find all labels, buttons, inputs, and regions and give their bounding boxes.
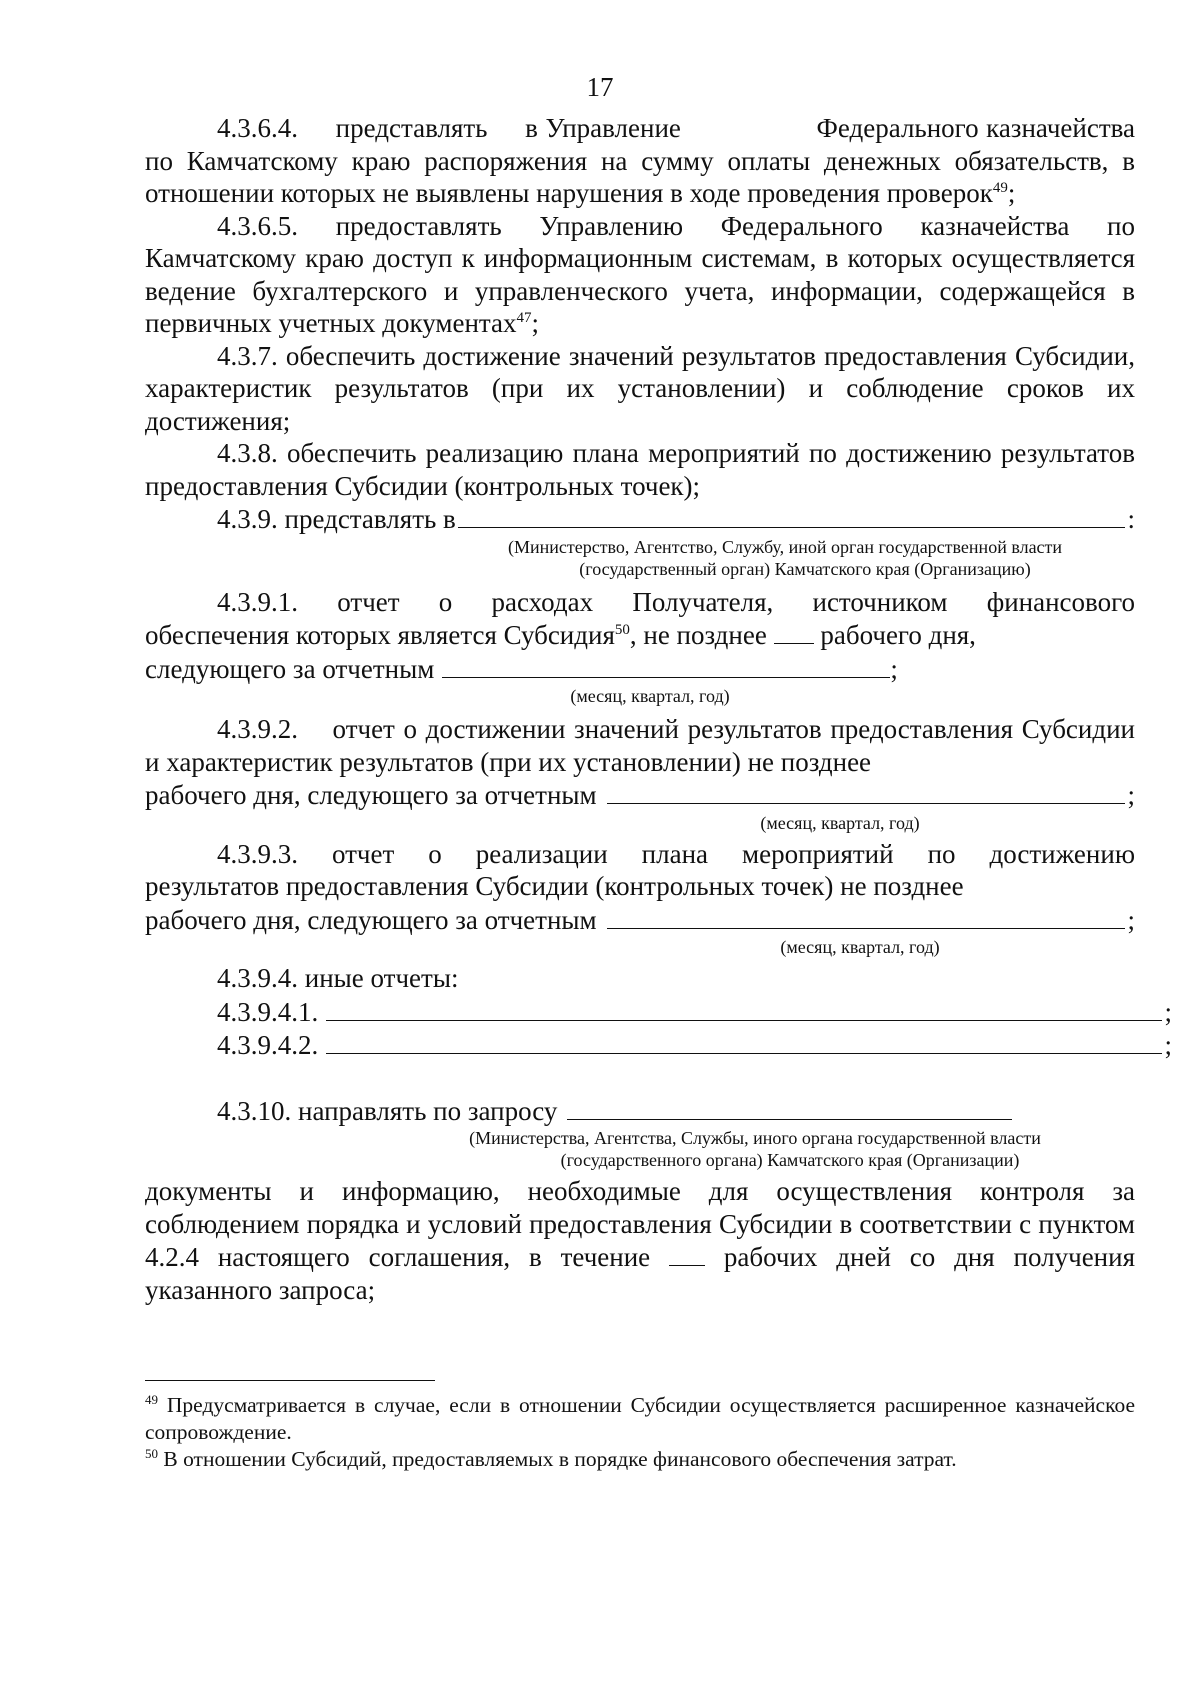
footnote-number: 50: [145, 1445, 158, 1461]
page-number: 17: [586, 72, 614, 102]
other-report-blank-field[interactable]: [326, 1028, 1162, 1054]
clause-4-3-7: 4.3.7. обеспечить достижение значений результатов предоставления Субсидии, характеристик результатов (при их установлении) и соблюдение сроков их достижения;: [145, 340, 1135, 436]
clause-text: 4.3.9.1. отчет о расходах Получателя, источником финансового обеспечения которых является Субсидия: [145, 586, 1142, 650]
clause-end: ;: [890, 653, 898, 684]
blank-caption: (месяц, квартал, год): [570, 686, 730, 706]
blank-caption: (государственного органа) Камчатского края (Организации): [560, 1150, 1020, 1170]
blank-caption: (Министерства, Агентства, Службы, иного органа государственной власти: [469, 1128, 1041, 1148]
blank-caption: (месяц, квартал, год): [760, 812, 920, 833]
clause-text: 4.3.6.4. представлять в Управление Федерального казначейства по Камчатскому краю распоряжения на сумму оплаты денежных обязательств, в отношении которых не выявлены нарушения в ходе проведения проверок: [145, 113, 1142, 208]
period-blank-field[interactable]: [607, 778, 1126, 804]
clause-4-3-9: [145, 502, 1135, 536]
days-blank-field[interactable]: [669, 1240, 705, 1266]
blank-caption: (Министерство, Агентство, Службу, иной орган государственной власти: [507, 536, 1063, 557]
days-blank-field[interactable]: [774, 618, 814, 644]
clause-text: рабочих дней со дня получения указанного запроса;: [145, 1242, 1136, 1305]
clause-4-3-10-body: [145, 1175, 1135, 1306]
clause-lead: рабочего дня, следующего за отчетным: [145, 904, 597, 935]
clause-4-3-6-4: [145, 112, 1142, 210]
footnote-text: В отношении Субсидий, предоставляемых в порядке финансового обеспечения затрат.: [158, 1447, 957, 1471]
clause-text: рабочего дня,: [820, 620, 976, 650]
document-body: [145, 112, 1172, 1306]
clause-end: :: [1127, 504, 1135, 534]
clause-end: ;: [1127, 904, 1135, 935]
other-report-blank-field[interactable]: [326, 995, 1162, 1021]
clause-lead: следующего за отчетным: [145, 653, 435, 684]
clause-end: ;: [1164, 996, 1172, 1027]
blank-caption: (месяц, квартал, год): [780, 937, 940, 957]
clause-text: 4.3.6.5. предоставлять Управлению Федерального казначейства по Камчатскому краю доступ к информационным системам, в которых осуществляется ведение бухгалтерского и управленческого учета, информации, содержащейся в первичных учетных документах: [145, 210, 1135, 338]
period-blank-field[interactable]: [442, 652, 890, 678]
clause-4-3-9-4: 4.3.9.4. иные отчеты:: [217, 963, 459, 993]
footnote-50: [145, 1446, 1135, 1473]
period-blank-field[interactable]: [607, 903, 1126, 929]
clause-4-3-9-2: 4.3.9.2. отчет о достижении значений результатов предоставления Субсидии и характеристик результатов (при их установлении) не позднее: [145, 714, 1142, 777]
clause-text: , не позднее: [629, 620, 767, 650]
clause-4-3-10: [145, 1094, 1135, 1128]
clause-4-3-8: 4.3.8. обеспечить реализацию плана мероприятий по достижению результатов предоставления Субсидии (контрольных точек);: [145, 438, 1135, 501]
footnote-ref: 49: [992, 180, 1008, 196]
clause-lead: 4.3.9. представлять в: [217, 504, 456, 534]
clause-4-3-9-1: [145, 586, 1142, 652]
recipient-blank-field[interactable]: [458, 502, 1126, 528]
clause-lead: 4.3.10. направлять по запросу: [217, 1095, 558, 1126]
clause-4-3-6-5: [145, 210, 1135, 340]
clause-text: документы и информацию, необходимые для осуществления контроля за соблюдением порядка и условий предоставления Субсидии в соответствии с пунктом 4.2.4 настоящего соглашения, в течение: [145, 1176, 1135, 1272]
clause-lead: 4.3.9.4.2.: [217, 1030, 319, 1060]
blank-caption: (государственный орган) Камчатского края (Организацию): [579, 558, 1031, 579]
clause-4-3-9-3: 4.3.9.3. отчет о реализации плана мероприятий по достижению результатов предоставления Субсидии (контрольных точек) не позднее: [145, 838, 1142, 901]
clause-end: ;: [531, 308, 540, 338]
authority-blank-field[interactable]: [567, 1094, 1012, 1120]
footnote-separator: [145, 1380, 435, 1381]
footnote-text: Предусматривается в случае, если в отношении Субсидии осуществляется расширенное казначейское сопровождение.: [145, 1393, 1135, 1444]
clause-end: ;: [1007, 178, 1016, 208]
clause-lead: 4.3.9.4.1.: [217, 996, 319, 1027]
footnotes: [145, 1392, 1135, 1473]
clause-4-3-9-4-2: [145, 1028, 1172, 1062]
clause-lead: рабочего дня, следующего за отчетным: [145, 780, 597, 810]
clause-end: ;: [1164, 1030, 1172, 1060]
clause-end: ;: [1127, 780, 1135, 810]
clause-4-3-9-3-period: [145, 903, 1135, 937]
footnote-ref: 50: [614, 622, 630, 638]
clause-4-3-9-2-period: [145, 778, 1135, 812]
footnote-number: 49: [145, 1391, 158, 1407]
clause-4-3-9-4-1: [145, 995, 1172, 1029]
clause-4-3-9-1-period: [145, 652, 1135, 686]
footnote-49: [145, 1392, 1135, 1446]
footnote-ref: 47: [516, 310, 532, 326]
